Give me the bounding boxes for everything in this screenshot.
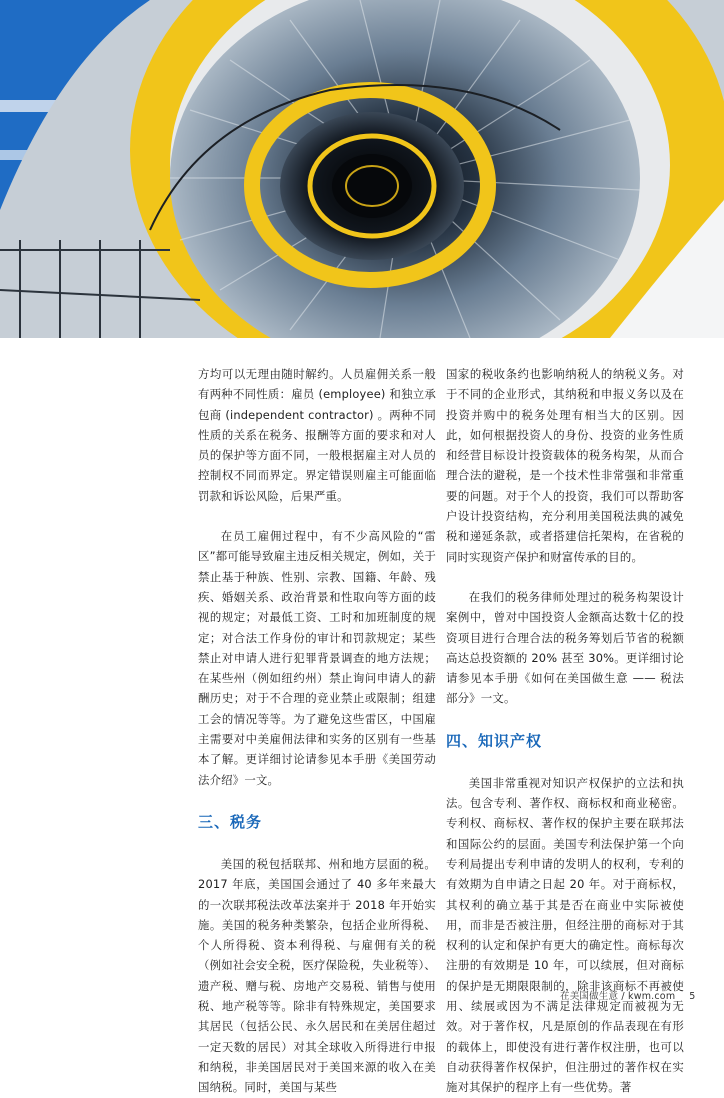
paragraph: 美国的税包括联邦、州和地方层面的税。2017 年底，美国国会通过了 40 多年来最大的一次联邦税法改革法案并于 2018 年开始实施。美国的税务种类繁杂，包括企业所得税、个人所得税、资本利得税、与雇佣有关的税（例如社会安全税，医疗保险税，失业税等）、遗产税、赠与税、房地产交易税、销售与使用税、地产税等等。除非有特殊规定，美国要求其居民（包括公民、永久居民和在美居住超过一定天数的居民）对其全球收入所得进行申报和纳税，非美国居民对于美国来源的收入在美国纳税。同时，美国与某些: [198, 856, 436, 1095]
paragraph: 美国非常重视对知识产权保护的立法和执法。包含专利、著作权、商标权和商业秘密。专利权、商标权、著作权的保护主要在联邦法和国际公约的层面。美国专利法保护第一个向专利局提出专利申请的发明人的权利，专利的有效期为自申请之日起 20 年。对于商标权，其权利的确立基于其是否在商业中实际被使用，而非是否被注册，但经注册的商标对于其权利的认定和保护有更大的确定性。商标每次注册的有效期是 10 年，可以续展，但对商标的保护是无期限限制的，除非该商标不再被使用、续展或因为不满足法律规定而被视为无效。对于著作权，凡是原创的作品表现在有形的载体上，即使没有进行著作权注册，也可以自动获得著作权保护，但注册过的著作权在实施对其保护的程序上有一些优势。著: [446, 775, 684, 1095]
paragraph: 在员工雇佣过程中，有不少高风险的“雷区”都可能导致雇主违反相关规定，例如，关于禁止基于种族、性别、宗教、国籍、年龄、残疾、婚姻关系、政治背景和性取向等方面的歧视的规定；对最低工资、工时和加班制度的规定；对合法工作身份的审计和罚款规定；某些禁止对申请人进行犯罪背景调查的地方法规；在某些州（例如纽约州）禁止询问申请人的薪酬历史；对于不合理的竞业禁止或限制；组建工会的情况等等。为了避免这些雷区，中国雇主需要对中美雇佣法律和实务的区别有一些基本了解。更详细讨论请参见本手册《美国劳动法介绍》一文。: [198, 529, 436, 787]
paragraph: 国家的税收条约也影响纳税人的纳税义务。对于不同的企业形式，其纳税和申报义务以及在投资并购中的税务处理有相当大的区别。因此，如何根据投资人的身份、投资的业务性质和经营目标设计投资载体的税务构架，从而合理合法的避税，是一个技术性非常强和非常重要的问题。对于个人的投资，我们可以帮助客户设计投资结构，充分利用美国税法典的减免税和递延条款，或者搭建信托架构，在省税的同时实现资产保护和财富传承的目的。: [446, 367, 684, 564]
section-heading-ip: 四、知识产权: [446, 731, 543, 750]
paragraph: 在我们的税务律师处理过的税务构架设计案例中，曾对中国投资人金额高达数十亿的投资项目进行合理合法的税务筹划后节省的税额高达总投资额的 20% 甚至 30%。更详细讨论请参见本手册《如何在美国做生意 —— 税法部分》一文。: [446, 589, 684, 706]
page-number: 5: [689, 991, 696, 1002]
section-heading-tax: 三、税务: [198, 812, 263, 831]
page-footer: [560, 988, 696, 1002]
spiral-staircase-photo: [0, 0, 724, 338]
paragraph: 方均可以无理由随时解约。人员雇佣关系一般有两种不同性质：雇员 (employee) 和独立承包商 (independent contractor) 。两种不同性质的关系在税务、报酬等方面的要求和对人员的保护等方面不同，一般根据雇主对人员的控制权不同而界定。界定错误则雇主可能面临罚款和诉讼风险，后果严重。: [198, 367, 436, 503]
footer-site: 在美国做生意 / kwm.com: [560, 991, 676, 1002]
left-text-column: [198, 364, 436, 1098]
